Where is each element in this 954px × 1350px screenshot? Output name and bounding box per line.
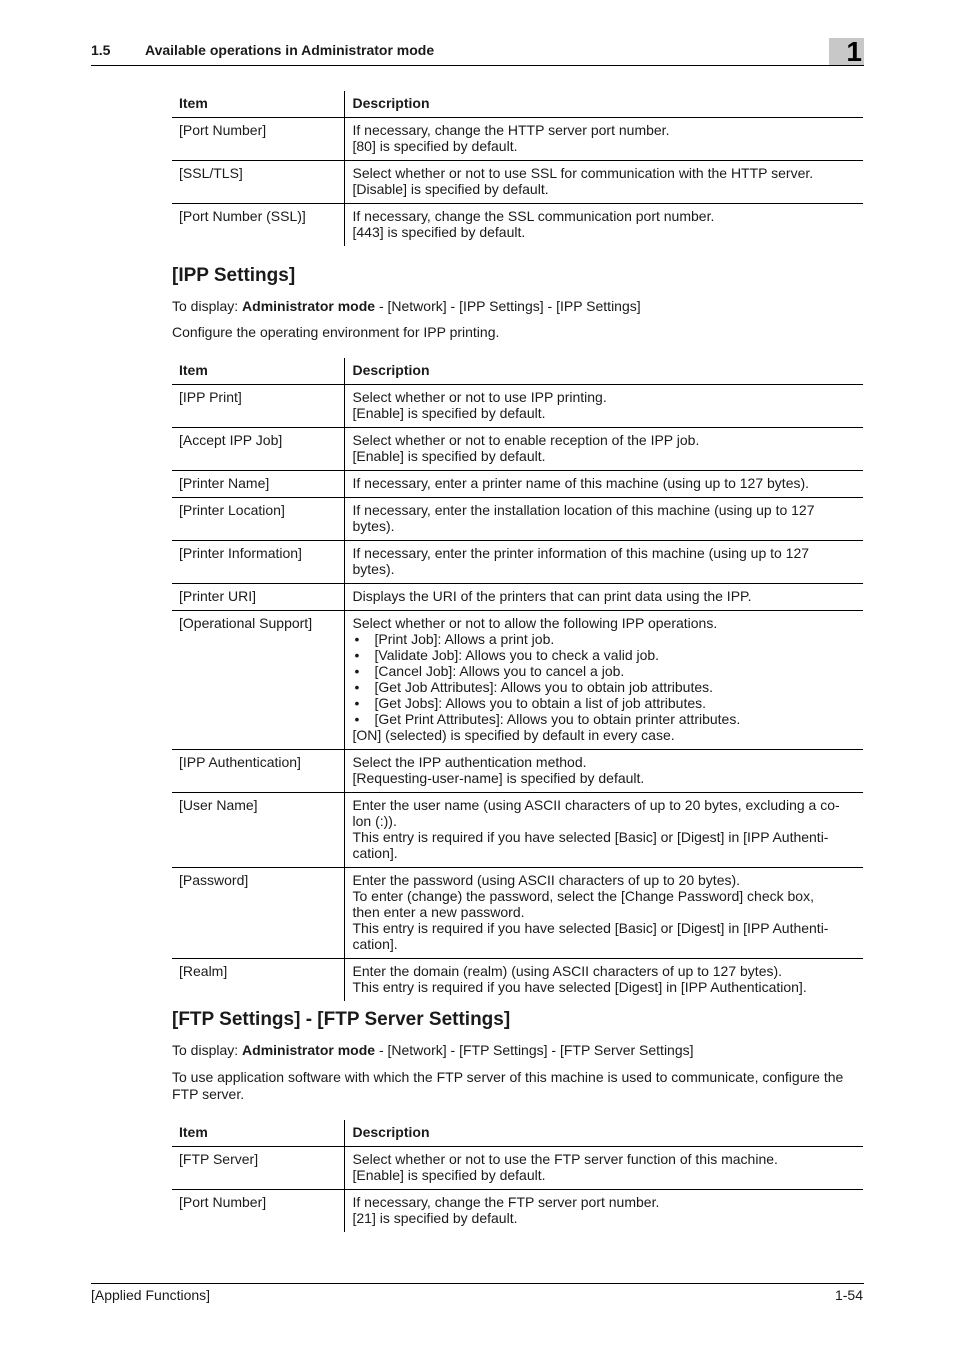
description-line: If necessary, change the FTP server port number. (352, 1194, 660, 1210)
display-prefix: To display: (172, 298, 243, 314)
column-header-item: Item (172, 358, 344, 385)
item-cell: [Port Number] (172, 118, 344, 161)
description-line: then enter a new password. (352, 904, 525, 920)
footer-manual-title: [Applied Functions] (91, 1287, 211, 1303)
ipp-display-path (172, 298, 864, 314)
description-cell (344, 471, 863, 498)
column-header-description: Description (344, 1120, 863, 1147)
item-cell: [User Name] (172, 793, 344, 868)
table-row (172, 868, 863, 959)
chapter-tab (829, 38, 864, 65)
intro-line: FTP server. (172, 1086, 245, 1102)
ftp-settings-table (172, 1120, 863, 1232)
item-cell: [Port Number] (179, 1194, 267, 1210)
description-line: [Enable] is specified by default. (352, 448, 546, 464)
column-header-description: Description (344, 358, 863, 385)
description-line: Displays the URI of the printers that can print data using the IPP. (352, 588, 752, 604)
description-line: Select whether or not to use the FTP server function of this machine. (352, 1151, 778, 1167)
description-line: [443] is specified by default. (352, 224, 526, 240)
description-line: [Enable] is specified by default. (352, 1167, 546, 1183)
column-header-description: Description (344, 91, 863, 118)
table-row (172, 385, 863, 428)
description-line: Select whether or not to enable reception of the IPP job. (352, 432, 700, 448)
intro-line: To use application software with which the FTP server of this machine is used to communicate, configure the (172, 1069, 844, 1085)
display-mode: Administrator mode (242, 1042, 376, 1058)
description-line: If necessary, enter a printer name of this machine (using up to 127 bytes). (352, 475, 810, 491)
bullet-item: • [Validate Job]: Allows you to check a valid job. (353, 647, 857, 663)
description-line: Enter the password (using ASCII characters of up to 20 bytes). (352, 872, 741, 888)
http-settings-table (172, 91, 863, 246)
description-cell (344, 498, 863, 541)
bullet-item: • [Cancel Job]: Allows you to cancel a job. (353, 663, 857, 679)
description-line: If necessary, enter the installation location of this machine (using up to 127 (352, 502, 815, 518)
bullet-item: • [Get Print Attributes]: Allows you to obtain printer attributes. (353, 711, 857, 727)
description-line: [Requesting-user-name] is specified by default. (352, 770, 645, 786)
description-cell (344, 541, 863, 584)
item-cell: [Accept IPP Job] (172, 428, 344, 471)
table-row (172, 1190, 863, 1233)
description-line: Select whether or not to allow the following IPP operations. (352, 615, 718, 631)
description-cell (344, 750, 863, 793)
description-line: If necessary, change the HTTP server port number. (352, 122, 670, 138)
description-line: Enter the domain (realm) (using ASCII characters of up to 127 bytes). (352, 963, 783, 979)
description-line: cation]. (352, 845, 398, 861)
section-number: 1.5 (91, 42, 111, 58)
item-cell: [FTP Server] (172, 1147, 344, 1190)
description-line: To enter (change) the password, select the [Change Password] check box, (352, 888, 814, 904)
table-header-row (172, 358, 863, 385)
page-number: 1-54 (834, 1287, 863, 1303)
chapter-number: 1 (846, 36, 862, 67)
ftp-settings-heading: [FTP Settings] - [FTP Server Settings] (172, 1009, 511, 1030)
item-cell: [Password] (172, 868, 344, 959)
description-line: [Disable] is specified by default. (352, 181, 549, 197)
description-line: This entry is required if you have selected [Basic] or [Digest] in [IPP Authenti- (352, 829, 829, 845)
table-row (172, 611, 863, 750)
ftp-intro (172, 1069, 864, 1103)
display-path: - [Network] - [IPP Settings] - [IPP Settings] (375, 298, 641, 314)
item-cell: [Realm] (179, 963, 228, 979)
display-prefix: To display: (172, 1042, 243, 1058)
description-cell (344, 793, 863, 868)
description-line: Select the IPP authentication method. (352, 754, 587, 770)
table-row (172, 541, 863, 584)
description-line: This entry is required if you have selected [Basic] or [Digest] in [IPP Authenti- (352, 920, 829, 936)
description-line: [ON] (selected) is specified by default in every case. (352, 727, 675, 743)
description-line: If necessary, change the SSL communication port number. (352, 208, 715, 224)
display-mode: Administrator mode (242, 298, 376, 314)
bullet-item: • [Get Job Attributes]: Allows you to obtain job attributes. (353, 679, 857, 695)
description-line: [Enable] is specified by default. (352, 405, 546, 421)
column-header-item: Item (172, 1120, 344, 1147)
description-cell (344, 868, 863, 959)
bullet-item: • [Get Jobs]: Allows you to obtain a list of job attributes. (353, 695, 857, 711)
description-line: bytes). (352, 561, 395, 577)
table-row (172, 118, 863, 161)
display-path: - [Network] - [FTP Settings] - [FTP Server Settings] (375, 1042, 694, 1058)
table-row (172, 161, 863, 204)
description-line: bytes). (352, 518, 395, 534)
table-row (172, 471, 863, 498)
description-line: lon (:)). (352, 813, 397, 829)
ftp-display-path (172, 1042, 864, 1058)
description-cell (344, 161, 863, 204)
table-row (172, 428, 863, 471)
table-row (172, 498, 863, 541)
item-cell: [Printer Information] (172, 541, 344, 584)
ipp-settings-table (172, 358, 863, 1001)
ipp-settings-heading: [IPP Settings] (172, 265, 296, 286)
description-cell (344, 1147, 863, 1190)
description-line: Select whether or not to use IPP printing. (352, 389, 607, 405)
item-cell: [Printer Name] (172, 471, 344, 498)
description-cell (344, 428, 863, 471)
item-cell: [IPP Print] (172, 385, 344, 428)
description-cell (344, 118, 863, 161)
description-cell (344, 385, 863, 428)
item-cell: [Operational Support] (172, 611, 344, 750)
table-header-row (172, 91, 863, 118)
description-line: [21] is specified by default. (352, 1210, 518, 1226)
table-row (172, 793, 863, 868)
item-cell: [Printer URI] (172, 584, 344, 611)
item-cell: [SSL/TLS] (172, 161, 344, 204)
item-cell: [Port Number (SSL)] (179, 208, 306, 224)
table-row (172, 959, 863, 1002)
item-cell: [Printer Location] (172, 498, 344, 541)
description-cell (344, 584, 863, 611)
page-header (91, 41, 864, 66)
description-cell (344, 204, 863, 247)
description-line: [80] is specified by default. (352, 138, 518, 154)
description-cell (344, 959, 863, 1002)
table-row (172, 1147, 863, 1190)
column-header-item: Item (172, 91, 344, 118)
description-line: This entry is required if you have selected [Digest] in [IPP Authentication]. (352, 979, 807, 995)
item-cell: [IPP Authentication] (172, 750, 344, 793)
ipp-intro: Configure the operating environment for IPP printing. (172, 324, 500, 340)
table-row (172, 750, 863, 793)
description-cell (344, 1190, 863, 1233)
description-cell (344, 611, 863, 750)
section-title: Available operations in Administrator mode (145, 42, 435, 58)
bullet-item: • [Print Job]: Allows a print job. (353, 631, 857, 647)
table-row (172, 204, 863, 247)
table-header-row (172, 1120, 863, 1147)
table-row (172, 584, 863, 611)
description-line: Enter the user name (using ASCII characters of up to 20 bytes, excluding a co- (352, 797, 840, 813)
description-line: Select whether or not to use SSL for communication with the HTTP server. (352, 165, 814, 181)
description-line: If necessary, enter the printer information of this machine (using up to 127 (352, 545, 810, 561)
footer-divider (91, 1283, 864, 1284)
description-line: cation]. (352, 936, 398, 952)
